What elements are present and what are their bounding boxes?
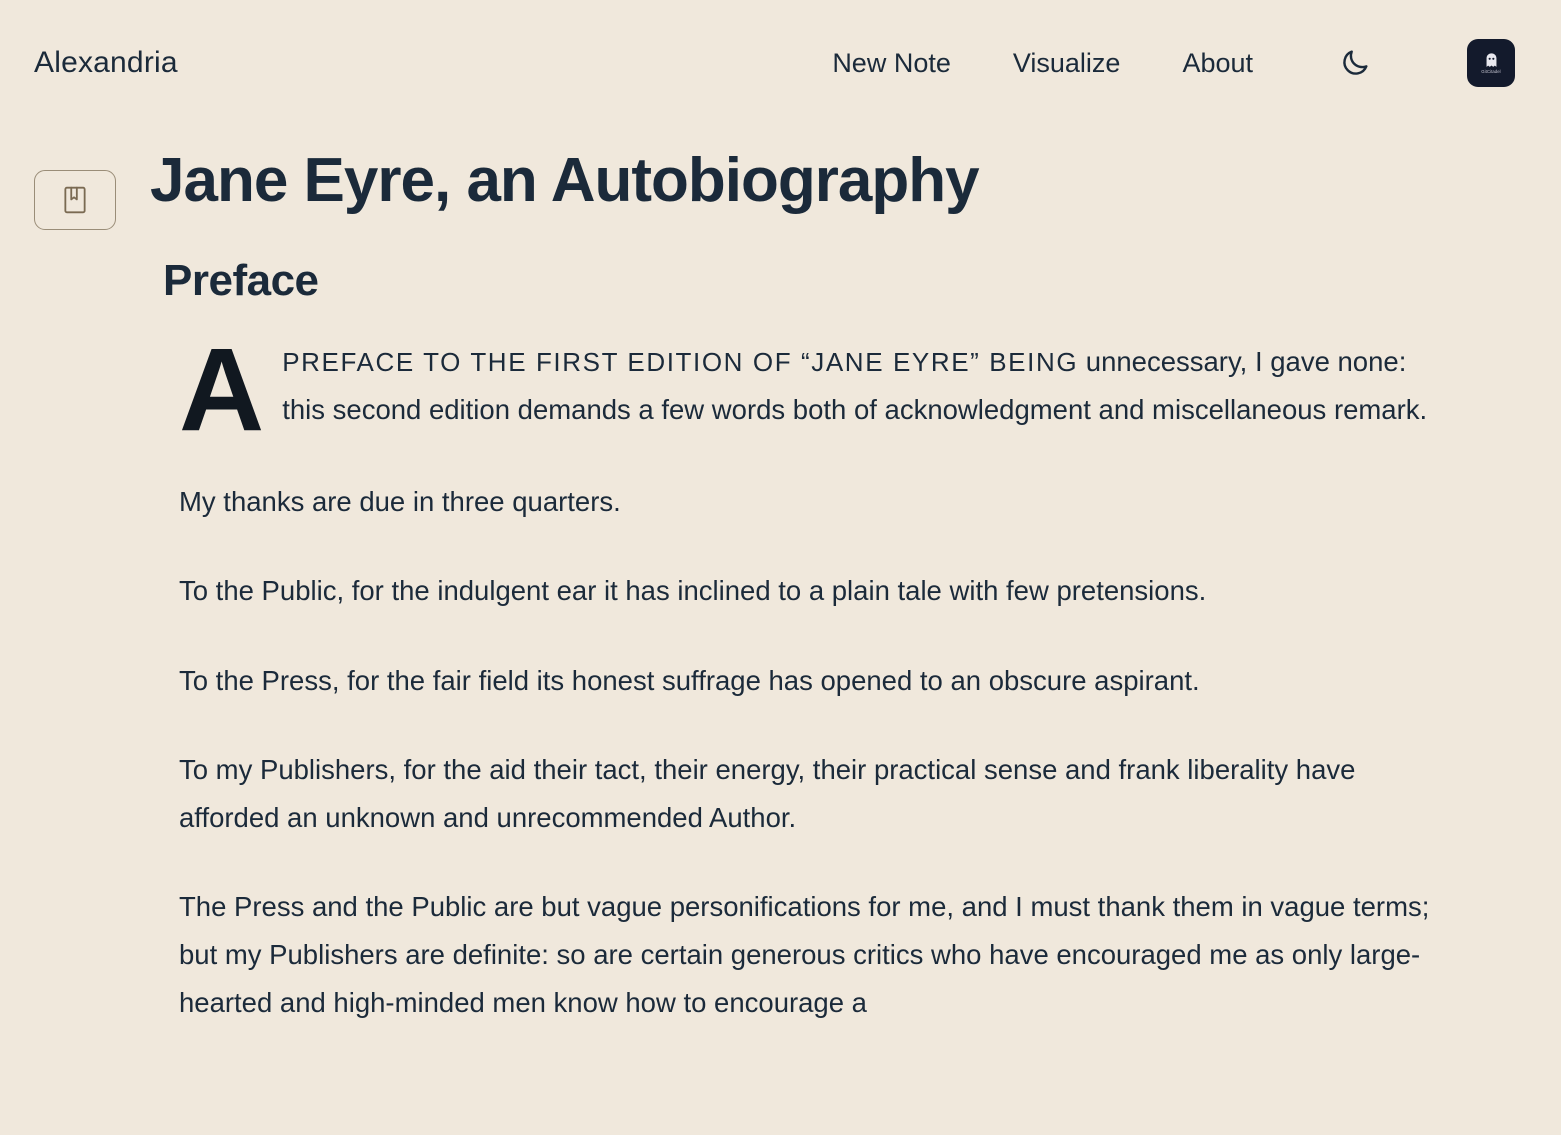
lead-smallcaps: PREFACE TO THE FIRST EDITION OF “JANE EYRE” BEING [282, 347, 1079, 377]
page-title: Jane Eyre, an Autobiography [150, 146, 979, 215]
main-nav [832, 39, 1515, 87]
lead-text [179, 338, 1429, 434]
site-header [0, 0, 1561, 126]
section-heading: Preface [163, 256, 319, 305]
paragraph-4: To my Publishers, for the aid their tact, their energy, their practical sense and frank liberality have afforded an unknown and unrecommended Author. [179, 753, 1356, 833]
paragraph-3: To the Press, for the fair field its honest suffrage has opened to an obscure aspirant. [179, 664, 1200, 696]
lead-paragraph [179, 324, 1429, 456]
book-icon[interactable] [34, 170, 116, 230]
drop-cap: A [179, 324, 265, 456]
avatar[interactable] [1467, 39, 1515, 87]
paragraph-5: The Press and the Public are but vague personifications for me, and I must thank them in vague terms; but my Publishers are definite: so are certain generous critics who have encouraged me as only large-hearted and high-minded men know how to encourage a [179, 890, 1430, 1019]
moon-icon[interactable] [1335, 43, 1375, 83]
nav-new-note[interactable]: New Note [832, 47, 951, 78]
lead-rest: unnecessary, I gave none: this second edition demands a few words both of acknowledgment and miscellaneous remark. [282, 346, 1428, 426]
document-title-row [0, 146, 1561, 230]
paragraph-2: To the Public, for the indulgent ear it has inclined to a plain tale with few pretensions. [179, 575, 1207, 607]
nav-visualize[interactable]: Visualize [1012, 47, 1121, 78]
ghost-icon [1483, 52, 1500, 69]
nav-about[interactable]: About [1182, 47, 1253, 78]
avatar-label: GitCitadel [1481, 68, 1501, 74]
brand-logo[interactable]: Alexandria [34, 46, 178, 79]
document-body [0, 256, 1561, 1027]
paragraph-1: My thanks are due in three quarters. [179, 486, 621, 518]
